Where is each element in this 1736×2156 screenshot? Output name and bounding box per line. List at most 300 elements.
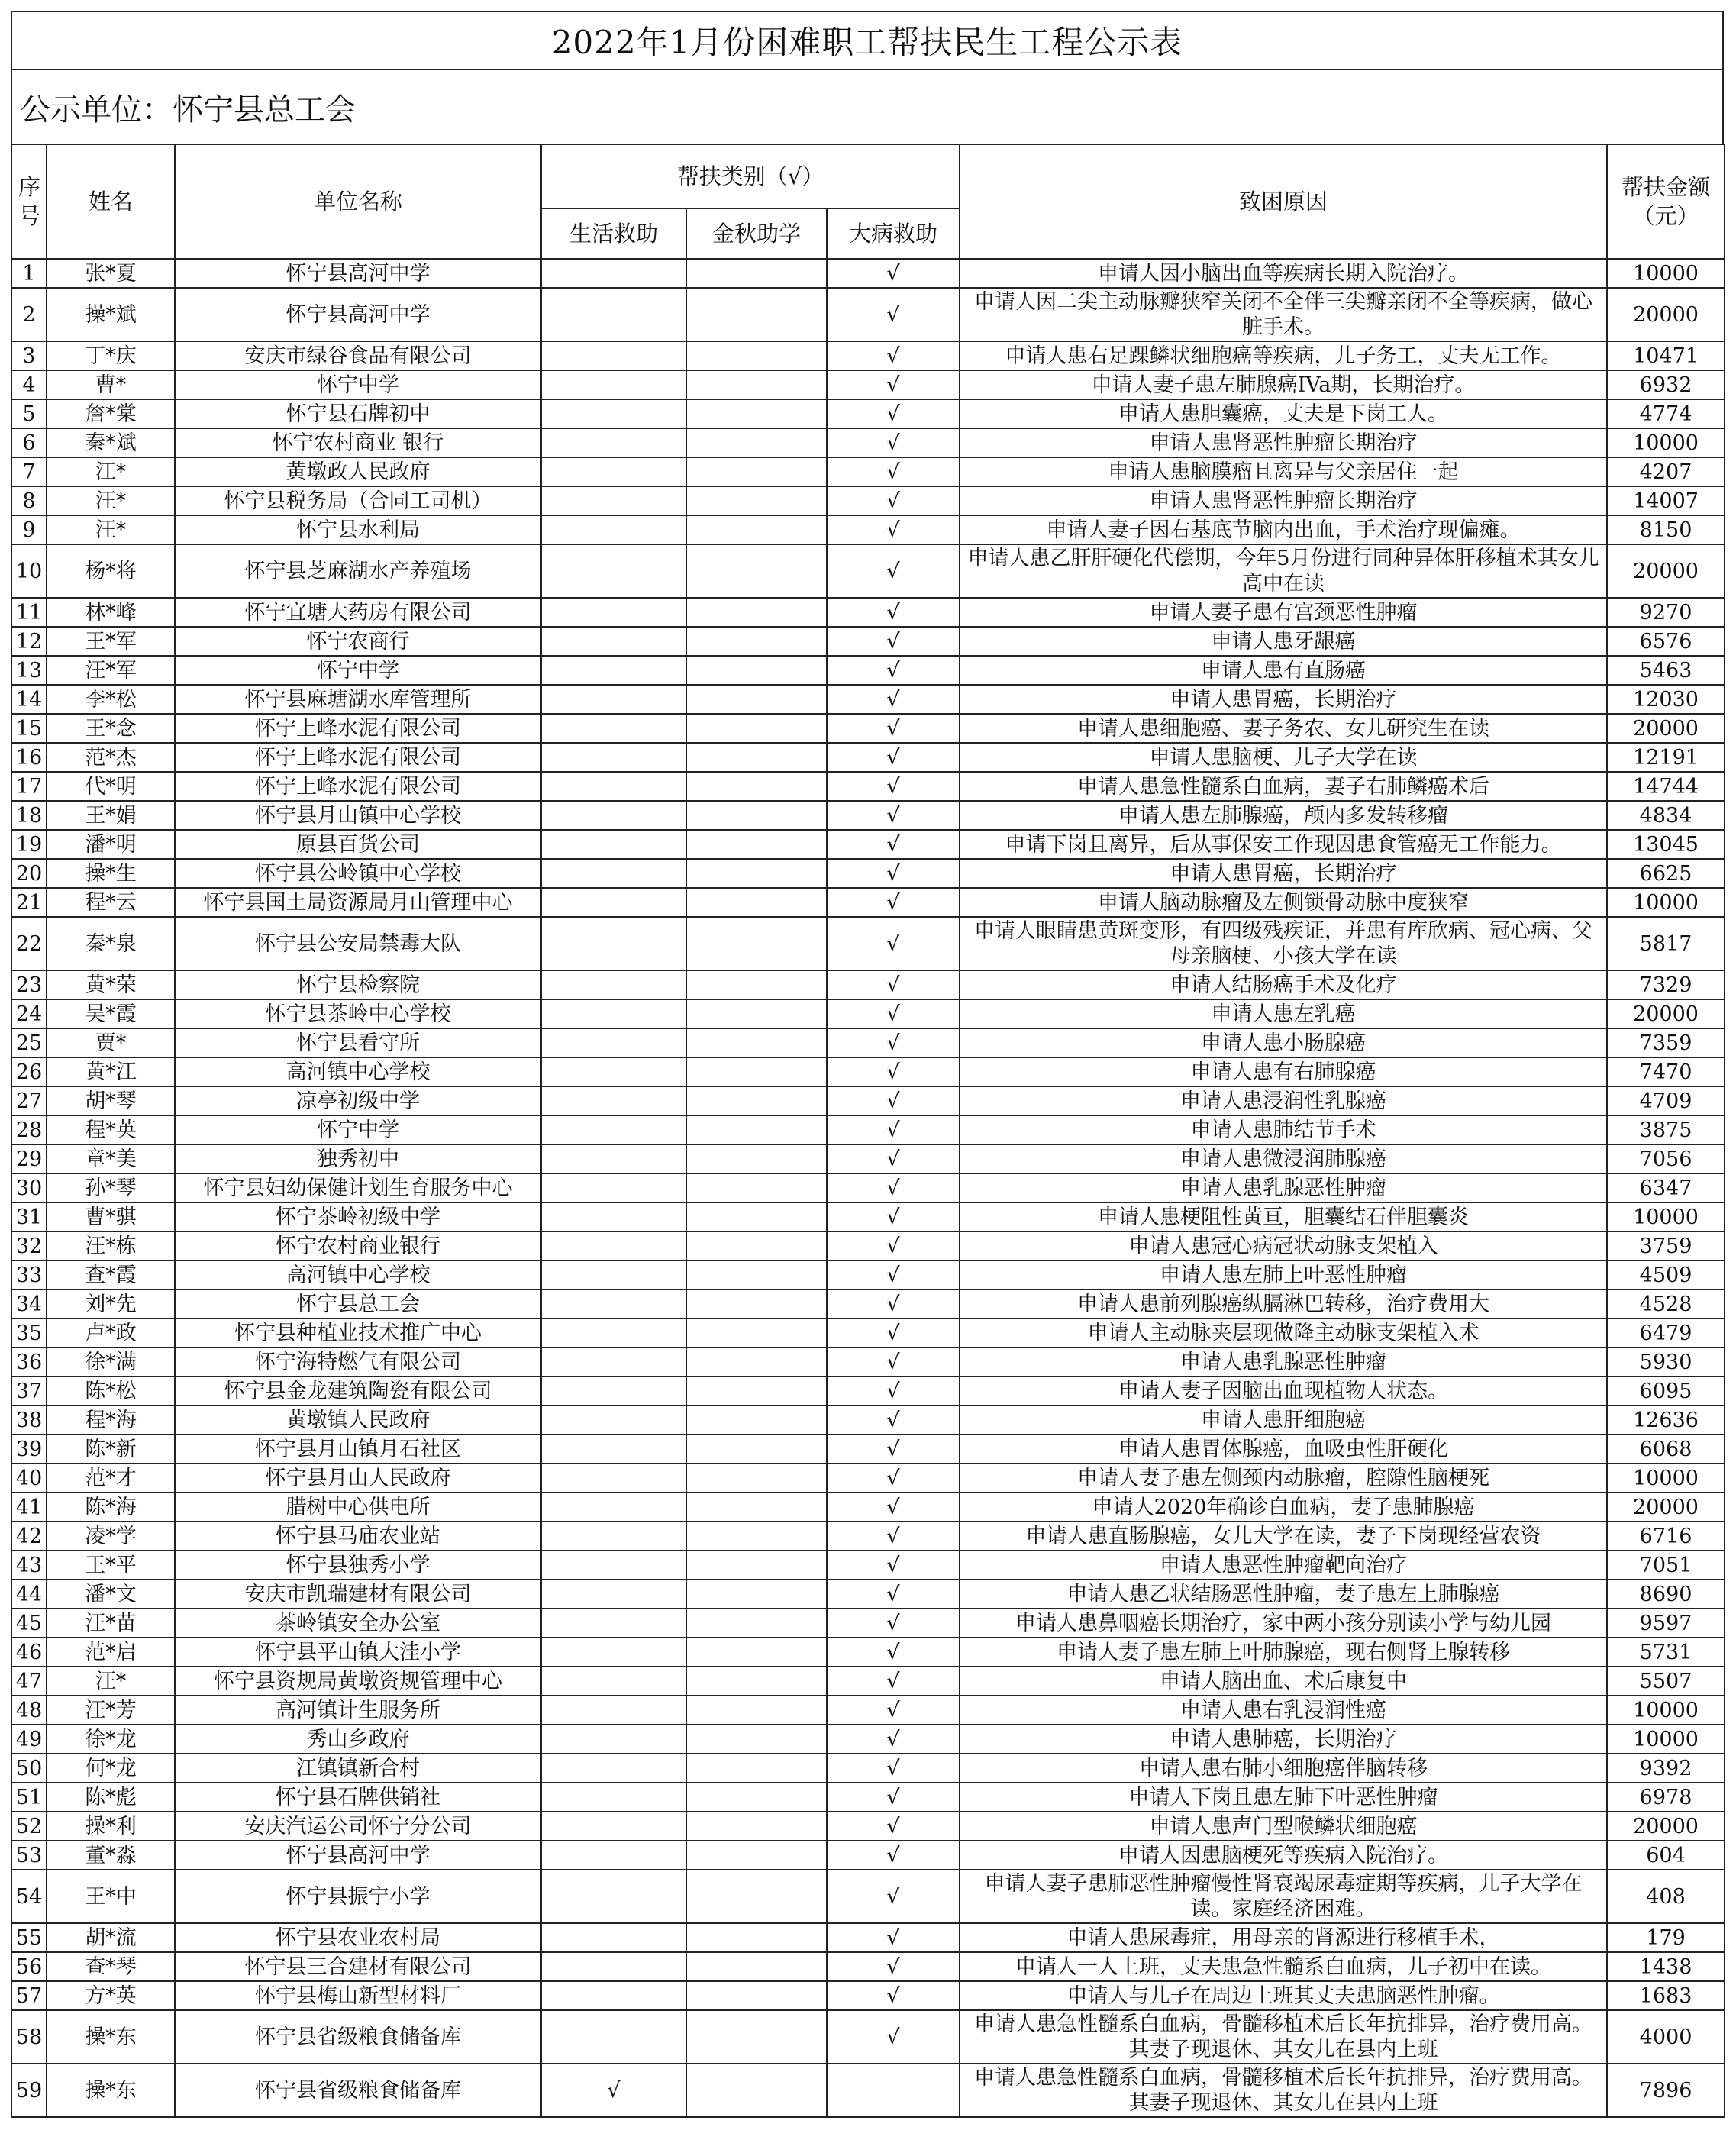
row-illness-aid: √: [827, 1754, 960, 1783]
table-row: [11, 1696, 1725, 1725]
row-illness-aid: √: [827, 714, 960, 743]
table-row: [11, 1783, 1725, 1812]
row-org: 怀宁中学: [175, 1115, 541, 1144]
row-seq: 50: [11, 1754, 47, 1783]
row-illness-aid: √: [827, 917, 960, 970]
row-reason: 申请人患胃体腺癌，血吸虫性肝硬化: [960, 1435, 1607, 1464]
row-study-aid: [686, 1551, 827, 1580]
row-amount: 20000: [1607, 1812, 1725, 1841]
row-name: 秦*斌: [47, 428, 175, 457]
assistance-table: [11, 144, 1725, 2118]
row-illness-aid: √: [827, 1260, 960, 1289]
row-seq: 31: [11, 1202, 47, 1231]
row-name: 凌*学: [47, 1522, 175, 1551]
row-seq: 42: [11, 1522, 47, 1551]
row-amount: 6576: [1607, 627, 1725, 656]
row-name: 陈*松: [47, 1377, 175, 1406]
row-name: 陈*新: [47, 1435, 175, 1464]
row-seq: 20: [11, 859, 47, 888]
row-reason: 申请人患牙龈癌: [960, 627, 1607, 656]
row-reason: 申请人患声门型喉鳞状细胞癌: [960, 1812, 1607, 1841]
row-amount: 7051: [1607, 1551, 1725, 1580]
row-living-aid: [541, 1609, 686, 1638]
row-name: 范*才: [47, 1464, 175, 1493]
row-living-aid: [541, 685, 686, 714]
row-reason: 申请人与儿子在周边上班其丈夫患脑恶性肿瘤。: [960, 1981, 1607, 2010]
row-seq: 17: [11, 772, 47, 801]
row-org: 怀宁海特燃气有限公司: [175, 1348, 541, 1377]
row-living-aid: [541, 341, 686, 370]
row-reason: 申请人患小肠腺癌: [960, 1028, 1607, 1057]
row-living-aid: [541, 1522, 686, 1551]
row-org: 怀宁上峰水泥有限公司: [175, 772, 541, 801]
row-living-aid: [541, 801, 686, 830]
row-org: 怀宁县麻塘湖水库管理所: [175, 685, 541, 714]
row-org: 怀宁县三合建材有限公司: [175, 1952, 541, 1981]
row-living-aid: [541, 1667, 686, 1696]
row-living-aid: [541, 714, 686, 743]
row-living-aid: [541, 1696, 686, 1725]
row-living-aid: [541, 486, 686, 515]
row-org: 高河镇计生服务所: [175, 1696, 541, 1725]
table-row: [11, 656, 1725, 685]
row-seq: 13: [11, 656, 47, 685]
row-amount: 12636: [1607, 1406, 1725, 1435]
row-reason: 申请人下岗且患左肺下叶恶性肿瘤: [960, 1783, 1607, 1812]
row-study-aid: [686, 399, 827, 428]
row-reason: 申请人患肺结节手术: [960, 1115, 1607, 1144]
row-study-aid: [686, 2010, 827, 2064]
row-study-aid: [686, 259, 827, 288]
row-org: 怀宁上峰水泥有限公司: [175, 714, 541, 743]
row-living-aid: [541, 457, 686, 486]
row-reason: 申请人患乙状结肠恶性肿瘤，妻子患左上肺腺癌: [960, 1580, 1607, 1609]
row-org: 怀宁县农业农村局: [175, 1923, 541, 1952]
row-study-aid: [686, 1841, 827, 1870]
row-living-aid: [541, 370, 686, 399]
row-seq: 3: [11, 341, 47, 370]
table-row: [11, 1667, 1725, 1696]
row-reason: 申请人患细胞癌、妻子务农、女儿研究生在读: [960, 714, 1607, 743]
row-seq: 2: [11, 288, 47, 341]
table-row: [11, 341, 1725, 370]
row-study-aid: [686, 1638, 827, 1667]
row-name: 胡*流: [47, 1923, 175, 1952]
row-seq: 47: [11, 1667, 47, 1696]
row-name: 杨*将: [47, 544, 175, 598]
row-seq: 54: [11, 1870, 47, 1923]
row-study-aid: [686, 1231, 827, 1260]
row-illness-aid: √: [827, 1318, 960, 1348]
row-living-aid: √: [541, 2064, 686, 2117]
row-study-aid: [686, 598, 827, 627]
row-study-aid: [686, 370, 827, 399]
row-org: 怀宁县金龙建筑陶瓷有限公司: [175, 1377, 541, 1406]
row-reason: 申请人脑出血、术后康复中: [960, 1667, 1607, 1696]
row-amount: 7329: [1607, 970, 1725, 999]
row-name: 曹*骐: [47, 1202, 175, 1231]
row-amount: 7056: [1607, 1144, 1725, 1173]
table-row: [11, 917, 1725, 970]
row-illness-aid: √: [827, 1923, 960, 1952]
row-illness-aid: √: [827, 772, 960, 801]
row-org: 独秀初中: [175, 1144, 541, 1173]
row-living-aid: [541, 1812, 686, 1841]
row-reason: 申请人患胆囊癌，丈夫是下岗工人。: [960, 399, 1607, 428]
row-seq: 21: [11, 888, 47, 917]
table-row: [11, 2064, 1725, 2117]
row-illness-aid: √: [827, 1952, 960, 1981]
table-row: [11, 1348, 1725, 1377]
row-living-aid: [541, 288, 686, 341]
row-amount: 6347: [1607, 1173, 1725, 1202]
row-amount: 9392: [1607, 1754, 1725, 1783]
row-seq: 59: [11, 2064, 47, 2117]
row-illness-aid: √: [827, 859, 960, 888]
row-reason: 申请人一人上班，丈夫患急性髓系白血病，儿子初中在读。: [960, 1952, 1607, 1981]
public-notice-sheet: [11, 11, 1724, 2118]
row-study-aid: [686, 1464, 827, 1493]
row-seq: 58: [11, 2010, 47, 2064]
row-reason: 申请人患急性髓系白血病，骨髓移植术后长年抗排异，治疗费用高。其妻子现退休、其女儿在县内上班: [960, 2064, 1607, 2117]
row-org: 怀宁县看守所: [175, 1028, 541, 1057]
row-reason: 申请人患肝细胞癌: [960, 1406, 1607, 1435]
row-amount: 14007: [1607, 486, 1725, 515]
table-row: [11, 1609, 1725, 1638]
row-seq: 4: [11, 370, 47, 399]
row-seq: 52: [11, 1812, 47, 1841]
row-illness-aid: √: [827, 1725, 960, 1754]
row-reason: 申请人患急性髓系白血病，骨髓移植术后长年抗排异，治疗费用高。其妻子现退休、其女儿在县内上班: [960, 2010, 1607, 2064]
row-name: 吴*霞: [47, 999, 175, 1028]
row-living-aid: [541, 1725, 686, 1754]
row-name: 查*霞: [47, 1260, 175, 1289]
row-amount: 179: [1607, 1923, 1725, 1952]
row-name: 贾*: [47, 1028, 175, 1057]
table-row: [11, 1754, 1725, 1783]
row-amount: 10000: [1607, 888, 1725, 917]
table-row: [11, 399, 1725, 428]
row-illness-aid: √: [827, 399, 960, 428]
row-reason: 申请人主动脉夹层现做降主动脉支架植入术: [960, 1318, 1607, 1348]
row-org: 秀山乡政府: [175, 1725, 541, 1754]
row-seq: 6: [11, 428, 47, 457]
row-org: 怀宁县平山镇大洼小学: [175, 1638, 541, 1667]
table-row: [11, 1260, 1725, 1289]
row-amount: 7470: [1607, 1057, 1725, 1086]
row-name: 操*东: [47, 2064, 175, 2117]
table-row: [11, 1870, 1725, 1923]
table-row: [11, 627, 1725, 656]
row-amount: 14744: [1607, 772, 1725, 801]
row-study-aid: [686, 1318, 827, 1348]
row-study-aid: [686, 1609, 827, 1638]
row-name: 孙*琴: [47, 1173, 175, 1202]
row-seq: 38: [11, 1406, 47, 1435]
row-study-aid: [686, 1173, 827, 1202]
header-living-aid: 生活救助: [541, 208, 686, 259]
header-reason: 致困原因: [960, 144, 1607, 259]
row-illness-aid: √: [827, 1231, 960, 1260]
row-reason: 申请人患前列腺癌纵膈淋巴转移，治疗费用大: [960, 1289, 1607, 1318]
row-org: 怀宁县马庙农业站: [175, 1522, 541, 1551]
row-study-aid: [686, 288, 827, 341]
row-illness-aid: √: [827, 1870, 960, 1923]
row-amount: 10000: [1607, 1202, 1725, 1231]
table-row: [11, 486, 1725, 515]
row-name: 李*松: [47, 685, 175, 714]
row-living-aid: [541, 1202, 686, 1231]
row-living-aid: [541, 1754, 686, 1783]
row-living-aid: [541, 1289, 686, 1318]
row-living-aid: [541, 1783, 686, 1812]
row-illness-aid: √: [827, 457, 960, 486]
row-study-aid: [686, 1580, 827, 1609]
row-seq: 23: [11, 970, 47, 999]
row-study-aid: [686, 1086, 827, 1115]
row-org: 高河镇中心学校: [175, 1057, 541, 1086]
table-row: [11, 685, 1725, 714]
row-illness-aid: √: [827, 1638, 960, 1667]
row-study-aid: [686, 1696, 827, 1725]
row-amount: 4528: [1607, 1289, 1725, 1318]
row-illness-aid: √: [827, 1841, 960, 1870]
row-reason: 申请人结肠癌手术及化疗: [960, 970, 1607, 999]
publishing-unit: 公示单位：怀宁县总工会: [11, 69, 1724, 144]
row-reason: 申请人2020年确诊白血病，妻子患肺腺癌: [960, 1493, 1607, 1522]
row-living-aid: [541, 1435, 686, 1464]
row-illness-aid: √: [827, 1377, 960, 1406]
row-study-aid: [686, 1144, 827, 1173]
table-row: [11, 1028, 1725, 1057]
row-name: 操*生: [47, 859, 175, 888]
row-illness-aid: √: [827, 1086, 960, 1115]
row-seq: 49: [11, 1725, 47, 1754]
row-name: 黄*江: [47, 1057, 175, 1086]
header-amount: 帮扶金额（元）: [1607, 144, 1725, 259]
row-name: 代*明: [47, 772, 175, 801]
row-name: 王*平: [47, 1551, 175, 1580]
row-living-aid: [541, 1260, 686, 1289]
row-seq: 39: [11, 1435, 47, 1464]
row-illness-aid: √: [827, 685, 960, 714]
row-org: 怀宁县省级粮食储备库: [175, 2010, 541, 2064]
row-org: 怀宁县石牌初中: [175, 399, 541, 428]
row-seq: 5: [11, 399, 47, 428]
row-living-aid: [541, 1115, 686, 1144]
row-amount: 1683: [1607, 1981, 1725, 2010]
row-reason: 申请人妻子患有宫颈恶性肿瘤: [960, 598, 1607, 627]
row-seq: 29: [11, 1144, 47, 1173]
row-seq: 33: [11, 1260, 47, 1289]
row-living-aid: [541, 859, 686, 888]
row-seq: 57: [11, 1981, 47, 2010]
row-reason: 申请人患微浸润肺腺癌: [960, 1144, 1607, 1173]
row-amount: 5507: [1607, 1667, 1725, 1696]
row-illness-aid: √: [827, 2010, 960, 2064]
table-row: [11, 457, 1725, 486]
row-living-aid: [541, 1493, 686, 1522]
row-amount: 20000: [1607, 999, 1725, 1028]
row-name: 潘*文: [47, 1580, 175, 1609]
row-amount: 13045: [1607, 830, 1725, 859]
row-illness-aid: √: [827, 1057, 960, 1086]
row-reason: 申请人患乳腺恶性肿瘤: [960, 1173, 1607, 1202]
row-org: 怀宁宜塘大药房有限公司: [175, 598, 541, 627]
row-reason: 申请人患肾恶性肿瘤长期治疗: [960, 486, 1607, 515]
row-reason: 申请人患冠心病冠状动脉支架植入: [960, 1231, 1607, 1260]
row-seq: 51: [11, 1783, 47, 1812]
table-row: [11, 1173, 1725, 1202]
row-illness-aid: √: [827, 1551, 960, 1580]
row-name: 汪*苗: [47, 1609, 175, 1638]
row-amount: 20000: [1607, 288, 1725, 341]
row-study-aid: [686, 1377, 827, 1406]
row-org: 凉亭初级中学: [175, 1086, 541, 1115]
row-reason: 申请人患右乳浸润性癌: [960, 1696, 1607, 1725]
row-study-aid: [686, 544, 827, 598]
row-org: 怀宁县石牌供销社: [175, 1783, 541, 1812]
row-org: 怀宁茶岭初级中学: [175, 1202, 541, 1231]
row-org: 怀宁县检察院: [175, 970, 541, 999]
row-seq: 32: [11, 1231, 47, 1260]
row-illness-aid: √: [827, 1580, 960, 1609]
row-reason: 申请人因小脑出血等疾病长期入院治疗。: [960, 259, 1607, 288]
row-amount: 4774: [1607, 399, 1725, 428]
row-seq: 45: [11, 1609, 47, 1638]
row-org: 怀宁农商行: [175, 627, 541, 656]
row-living-aid: [541, 2010, 686, 2064]
row-study-aid: [686, 1406, 827, 1435]
row-name: 操*利: [47, 1812, 175, 1841]
row-amount: 10000: [1607, 1696, 1725, 1725]
table-row: [11, 999, 1725, 1028]
row-living-aid: [541, 1981, 686, 2010]
row-reason: 申请人患右足踝鳞状细胞癌等疾病，儿子务工，丈夫无工作。: [960, 341, 1607, 370]
table-row: [11, 259, 1725, 288]
table-row: [11, 1522, 1725, 1551]
row-living-aid: [541, 830, 686, 859]
row-study-aid: [686, 1754, 827, 1783]
row-amount: 20000: [1607, 1493, 1725, 1522]
row-org: 怀宁县水利局: [175, 515, 541, 544]
row-illness-aid: √: [827, 1289, 960, 1318]
row-study-aid: [686, 457, 827, 486]
row-amount: 20000: [1607, 714, 1725, 743]
row-org: 怀宁中学: [175, 656, 541, 685]
header-illness-aid: 大病救助: [827, 208, 960, 259]
row-seq: 30: [11, 1173, 47, 1202]
table-row: [11, 544, 1725, 598]
row-reason: 申请人患急性髓系白血病，妻子右肺鳞癌术后: [960, 772, 1607, 801]
row-org: 黄墩政人民政府: [175, 457, 541, 486]
row-seq: 44: [11, 1580, 47, 1609]
row-amount: 8690: [1607, 1580, 1725, 1609]
row-amount: 6978: [1607, 1783, 1725, 1812]
table-row: [11, 288, 1725, 341]
row-study-aid: [686, 1725, 827, 1754]
row-reason: 申请人患左肺上叶恶性肿瘤: [960, 1260, 1607, 1289]
row-reason: 申请人因二尖主动脉瓣狭窄关闭不全伴三尖瓣亲闭不全等疾病，做心脏手术。: [960, 288, 1607, 341]
table-row: [11, 1981, 1725, 2010]
row-illness-aid: √: [827, 259, 960, 288]
row-study-aid: [686, 1923, 827, 1952]
row-living-aid: [541, 627, 686, 656]
table-row: [11, 1231, 1725, 1260]
table-row: [11, 2010, 1725, 2064]
table-row: [11, 1435, 1725, 1464]
row-seq: 53: [11, 1841, 47, 1870]
row-reason: 申请人患直肠腺癌，女儿大学在读，妻子下岗现经营农资: [960, 1522, 1607, 1551]
row-amount: 10000: [1607, 1725, 1725, 1754]
table-row: [11, 1406, 1725, 1435]
row-name: 方*英: [47, 1981, 175, 2010]
table-row: [11, 714, 1725, 743]
row-org: 安庆汽运公司怀宁分公司: [175, 1812, 541, 1841]
row-seq: 55: [11, 1923, 47, 1952]
row-living-aid: [541, 1144, 686, 1173]
row-living-aid: [541, 1173, 686, 1202]
row-amount: 5731: [1607, 1638, 1725, 1667]
row-amount: 7359: [1607, 1028, 1725, 1057]
table-row: [11, 1841, 1725, 1870]
table-row: [11, 859, 1725, 888]
row-org: 怀宁县高河中学: [175, 259, 541, 288]
row-name: 丁*庆: [47, 341, 175, 370]
row-study-aid: [686, 999, 827, 1028]
row-name: 曹*: [47, 370, 175, 399]
row-reason: 申请人患左肺腺癌，颅内多发转移瘤: [960, 801, 1607, 830]
row-living-aid: [541, 888, 686, 917]
row-reason: 申请人患脑膜瘤且离异与父亲居住一起: [960, 457, 1607, 486]
row-seq: 10: [11, 544, 47, 598]
table-row: [11, 1952, 1725, 1981]
row-name: 汪*: [47, 515, 175, 544]
row-org: 怀宁县月山镇月石社区: [175, 1435, 541, 1464]
row-org: 怀宁县公安局禁毒大队: [175, 917, 541, 970]
row-org: 江镇镇新合村: [175, 1754, 541, 1783]
row-amount: 1438: [1607, 1952, 1725, 1981]
table-row: [11, 970, 1725, 999]
row-amount: 10471: [1607, 341, 1725, 370]
row-study-aid: [686, 772, 827, 801]
table-row: [11, 1289, 1725, 1318]
row-study-aid: [686, 341, 827, 370]
row-amount: 10000: [1607, 1464, 1725, 1493]
row-illness-aid: √: [827, 627, 960, 656]
row-name: 卢*政: [47, 1318, 175, 1348]
table-row: [11, 801, 1725, 830]
row-living-aid: [541, 544, 686, 598]
row-living-aid: [541, 598, 686, 627]
row-living-aid: [541, 917, 686, 970]
row-seq: 12: [11, 627, 47, 656]
row-name: 范*启: [47, 1638, 175, 1667]
table-row: [11, 1638, 1725, 1667]
row-name: 查*琴: [47, 1952, 175, 1981]
row-name: 王*娟: [47, 801, 175, 830]
row-study-aid: [686, 1289, 827, 1318]
row-name: 陈*彪: [47, 1783, 175, 1812]
row-reason: 申请人患浸润性乳腺癌: [960, 1086, 1607, 1115]
row-name: 董*淼: [47, 1841, 175, 1870]
header-seq: 序号: [11, 144, 47, 259]
row-reason: 申请人患恶性肿瘤靶向治疗: [960, 1551, 1607, 1580]
table-row: [11, 888, 1725, 917]
table-row: [11, 1115, 1725, 1144]
row-illness-aid: √: [827, 1609, 960, 1638]
row-amount: 8150: [1607, 515, 1725, 544]
